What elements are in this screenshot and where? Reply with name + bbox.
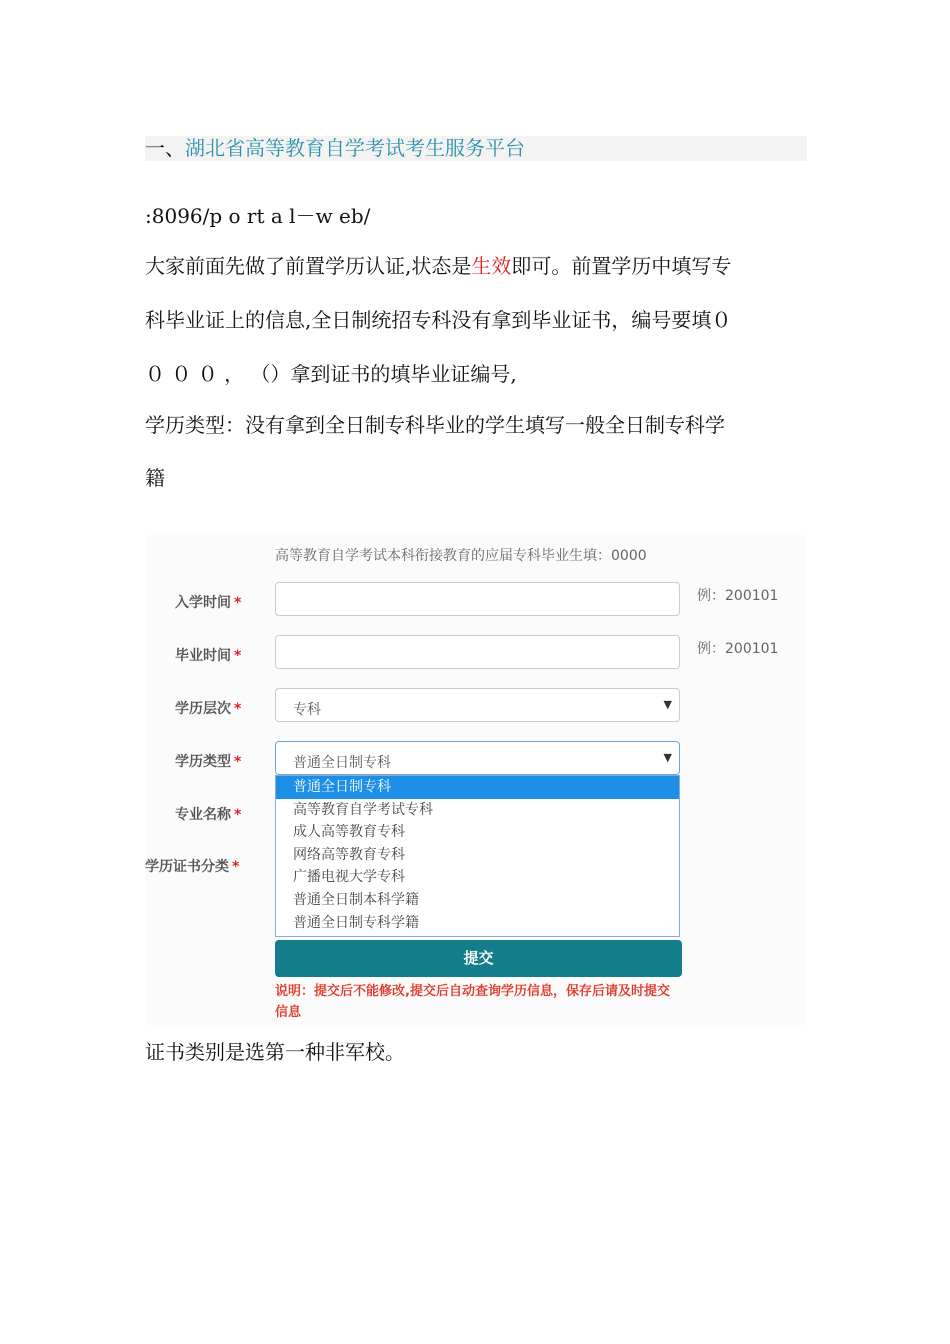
dropdown-option[interactable]: 网络高等教育专科 [293,846,405,863]
paragraph-1 [145,250,815,279]
required-star: * [234,701,242,717]
major-label [175,804,241,824]
heading-prefix: 一、 [145,136,185,160]
paragraph-4: 学历类型：没有拿到全日制专科毕业的学生填写一般全日制专科学 [145,413,725,437]
paragraph-2: 科毕业证上的信息,全日制统招专科没有拿到毕业证书，编号要填０ [145,308,732,332]
grad-label-text: 毕业时间 [175,648,231,664]
enroll-time-input[interactable] [275,582,680,616]
cert-label-text: 学历证书分类 [145,859,229,875]
grad-example: 例：200101 [697,641,779,657]
form-screenshot [145,535,807,1025]
cert-label [145,856,239,876]
form-top-note: 高等教育自学考试本科衔接教育的应届专科毕业生填：0000 [275,548,647,564]
enroll-label [175,592,241,612]
status-highlight: 生效 [471,254,512,278]
type-dropdown [275,775,680,937]
type-label [175,751,241,771]
paragraph-5: 籍 [145,466,165,490]
paragraph-3: ０ ０ ０ ， （）拿到证书的填毕业证编号, [145,362,517,386]
enroll-label-text: 入学时间 [175,595,231,611]
section-heading [145,136,807,161]
footer-line: 证书类别是选第一种非军校。 [145,1040,405,1064]
type-select-value: 普通全日制专科 [293,755,391,771]
platform-link[interactable]: 湖北省高等教育自学考试考生服务平台 [185,136,525,160]
caret-down-icon: ▼ [663,751,672,764]
grad-label [175,645,241,665]
caret-down-icon: ▼ [663,698,672,711]
para1-text: 大家前面先做了前置学历认证,状态是 [145,254,472,278]
level-label-text: 学历层次 [175,701,231,717]
enroll-example: 例：200101 [697,588,779,604]
level-select-value: 专科 [293,702,321,718]
dropdown-option[interactable]: 广播电视大学专科 [293,869,405,886]
submit-explanation: 说明：提交后不能修改,提交后自动查询学历信息，保存后请及时提交信息 [275,984,670,1020]
major-label-text: 专业名称 [175,807,231,823]
grad-time-input[interactable] [275,635,680,669]
dropdown-option[interactable]: 高等教育自学考试专科 [293,801,433,818]
required-star: * [234,595,242,611]
level-label [175,698,241,718]
type-label-text: 学历类型 [175,754,231,770]
required-star: * [232,859,240,875]
type-select[interactable] [275,741,680,775]
required-star: * [234,807,242,823]
required-star: * [234,648,242,664]
submit-button[interactable]: 提交 [275,940,682,977]
level-select[interactable] [275,688,680,722]
dropdown-option[interactable]: 成人高等教育专科 [293,824,405,841]
url-line: :8096/p o rt a l－w eb/ [145,204,371,228]
dropdown-option[interactable]: 普通全日制专科学籍 [293,914,419,931]
dropdown-option[interactable]: 普通全日制本科学籍 [293,891,419,908]
para1-text-end: 即可。前置学历中填写专 [511,254,732,278]
required-star: * [234,754,242,770]
dropdown-option[interactable]: 普通全日制专科 [276,776,679,799]
